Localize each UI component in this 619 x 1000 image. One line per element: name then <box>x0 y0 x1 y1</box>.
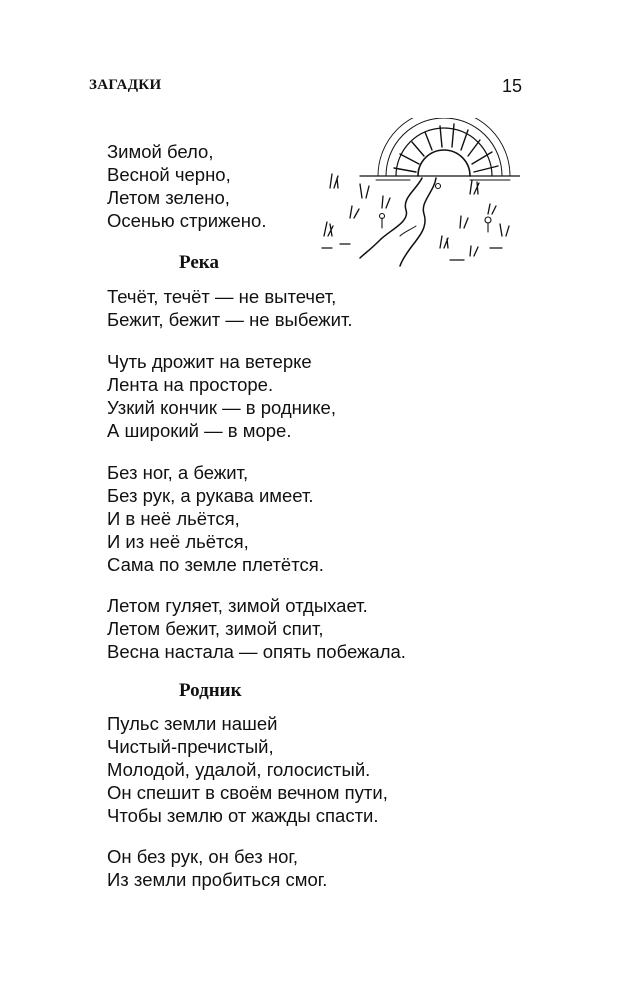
riddle-line: Молодой, удалой, голосистый. <box>107 759 371 780</box>
riddle-line: Весна настала — опять побежала. <box>107 641 406 662</box>
riddle-line: И из неё льётся, <box>107 531 249 552</box>
riddle-line: Летом гуляет, зимой отдыхает. <box>107 595 368 616</box>
sunset-river-illustration <box>320 118 520 278</box>
section-title-reka: Река <box>179 252 219 273</box>
riddle-line: Без рук, а рукава имеет. <box>107 485 314 506</box>
riddle-line: Узкий кончик — в роднике, <box>107 397 336 418</box>
riddle-reka-4 <box>107 594 406 663</box>
running-head: ЗАГАДКИ <box>89 77 162 93</box>
riddle-line: Бежит, бежит — не выбежит. <box>107 309 353 330</box>
riddle-line: Лента на просторе. <box>107 374 274 395</box>
riddle-line: Летом зелено, <box>107 187 230 208</box>
riddle-reka-3 <box>107 461 324 576</box>
riddle-line: Он спешит в своём вечном пути, <box>107 782 388 803</box>
riddle-line: Чтобы землю от жажды спасти. <box>107 805 379 826</box>
riddle-line: Осенью стрижено. <box>107 210 267 231</box>
riddle-line: Без ног, а бежит, <box>107 462 249 483</box>
riddle-line: Он без рук, он без ног, <box>107 846 299 867</box>
riddle-reka-1 <box>107 285 353 331</box>
riddle-rodnik-1 <box>107 712 388 827</box>
riddle-reka-2 <box>107 350 336 442</box>
riddle-line: Весной черно, <box>107 164 231 185</box>
riddle-line: Чистый-пречистый, <box>107 736 274 757</box>
page-number: 15 <box>501 76 522 96</box>
riddle-field <box>107 140 266 232</box>
riddle-line: Чуть дрожит на ветерке <box>107 351 312 372</box>
riddle-line: Течёт, течёт — не вытечет, <box>107 286 337 307</box>
riddle-line: Сама по земле плетётся. <box>107 554 324 575</box>
riddle-line: Пульс земли нашей <box>107 713 278 734</box>
riddle-rodnik-2 <box>107 845 327 891</box>
riddle-line: Зимой бело, <box>107 141 214 162</box>
riddle-line: А широкий — в море. <box>107 420 292 441</box>
section-title-rodnik: Родник <box>179 680 242 701</box>
riddle-line: Летом бежит, зимой спит, <box>107 618 324 639</box>
riddle-line: Из земли пробиться смог. <box>107 869 328 890</box>
riddle-line: И в неё льётся, <box>107 508 240 529</box>
